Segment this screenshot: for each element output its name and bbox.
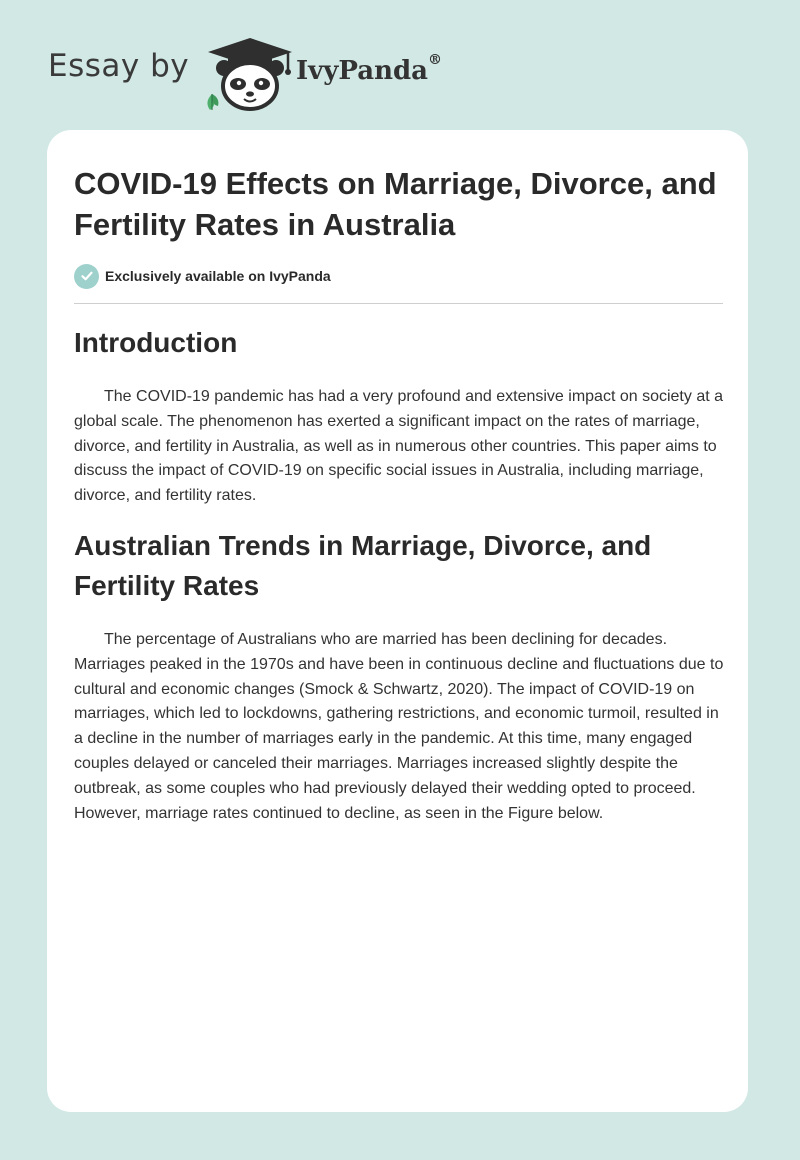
section-heading-australian-trends: Australian Trends in Marriage, Divorce, and Fertility Rates xyxy=(74,530,652,601)
section-heading-introduction: Introduction xyxy=(74,327,238,358)
exclusive-badge xyxy=(74,263,331,289)
exclusive-badge-label: Exclusively available on IvyPanda xyxy=(105,268,331,284)
section-paragraph-australian-trends: The percentage of Australians who are married has been declining for decades. Marriages peaked in the 1970s and have been in continuous decline and fluctuations due to cultural and economic changes (Smock & Schwartz, 2020). The impact of COVID-19 on marriages, which led to lockdowns, gathering restrictions, and economic turmoil, resulted in a decline in the number of marriages early in the pandemic. At this time, many engaged couples delayed or canceled their marriages. Marriages increased slightly despite the outbreak, as some couples who had previously delayed their wedding opted to proceed. However, marriage rates continued to decline, as seen in the Figure below. xyxy=(74,631,724,822)
panda-logo-icon xyxy=(200,36,300,112)
check-circle-icon xyxy=(74,264,99,289)
brand-header[interactable] xyxy=(48,36,488,112)
essay-by-label: Essay by xyxy=(48,48,190,84)
section-paragraph-introduction: The COVID-19 pandemic has had a very profound and extensive impact on society at a global scale. The phenomenon has exerted a significant impact on the rates of marriage, divorce, and fertility in Australia, as well as in numerous other countries. This paper aims to discuss the impact of COVID-19 on specific social issues in Australia, including marriage, divorce, and fertility rates. xyxy=(74,388,724,505)
article-card xyxy=(47,130,748,1112)
brand-name: IvyPanda® xyxy=(296,52,443,86)
article-title: COVID-19 Effects on Marriage, Divorce, and Fertility Rates in Australia xyxy=(74,166,717,242)
divider xyxy=(74,303,723,304)
